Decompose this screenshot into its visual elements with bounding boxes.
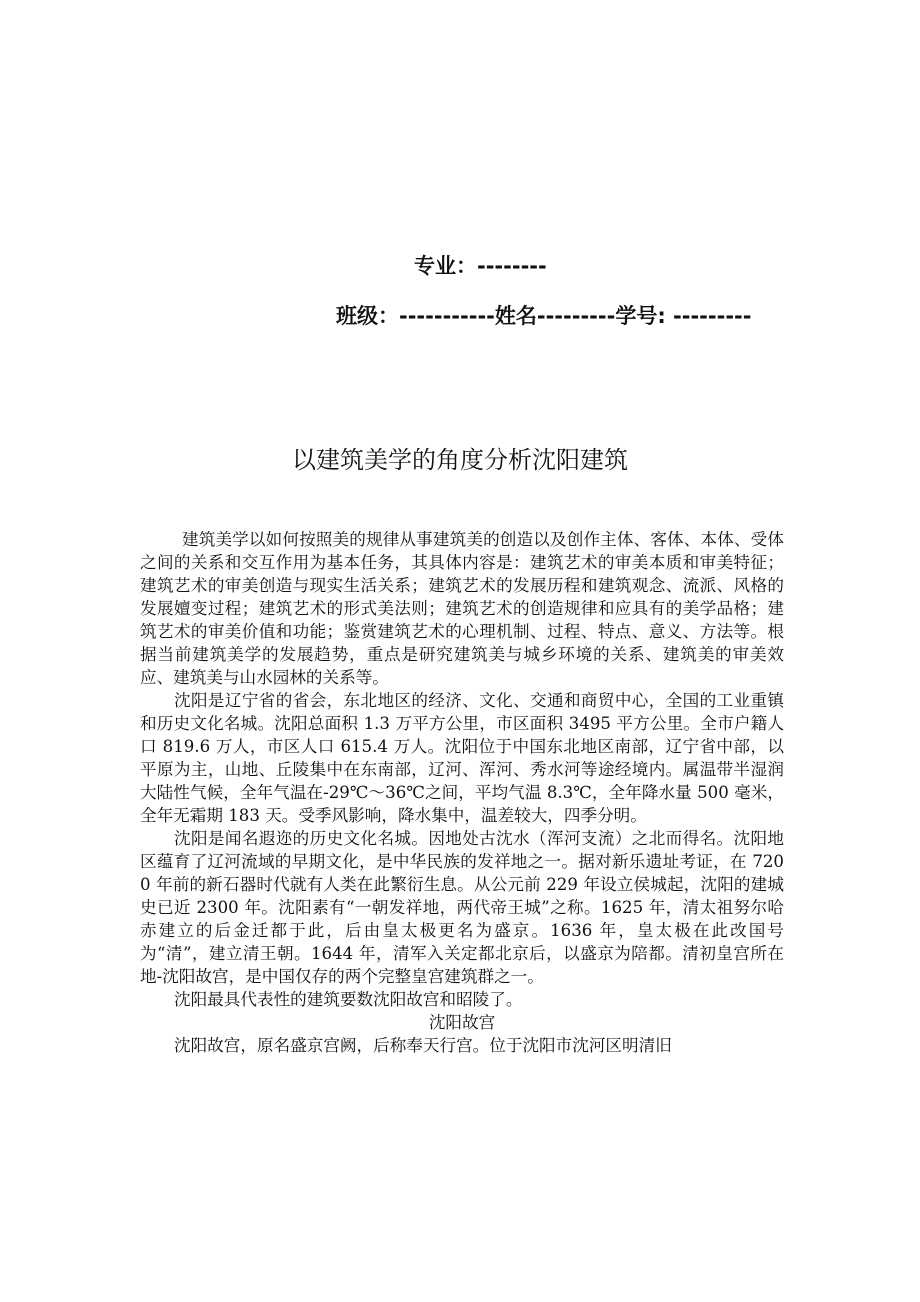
document-title: 以建筑美学的角度分析沈阳建筑 — [292, 446, 628, 474]
paragraph-representative-buildings: 沈阳最具代表性的建筑要数沈阳故宫和昭陵了。 — [174, 990, 523, 1009]
section-heading: 沈阳故宫 — [428, 1013, 496, 1032]
major-line: 专业：-------- — [414, 254, 547, 278]
document-body — [140, 528, 784, 1057]
paragraph-shenyang-history: 沈阳是闻名遐迩的历史文化名城。因地处古沈水（浑河支流）之北而得名。沈阳地区蕴育了辽河流域的早期文化，是中华民族的发祥地之一。据对新乐遗址考证，在 7200 年前的新石器时代就有人类在此繁衍生息。从公元前 229 年设立侯城起，沈阳的建城史已近 2300 年。沈阳素有“一朝发祥地，两代帝王城”之称。1625 年，清太祖努尔哈赤建立的后金迁都于此，后由皇太极更名为盛京。1636 年，皇太极在此改国号为“清”，建立清王朝。1644 年，清军入关定都北京后，以盛京为陪都。清初皇宫所在地-沈阳故宫，是中国仅存的两个完整皇宫建筑群之一。 — [140, 829, 784, 986]
class-name-id-line: 班级：-----------姓名---------学号: --------- — [336, 304, 752, 328]
paragraph-shenyang-overview: 沈阳是辽宁省的省会，东北地区的经济、文化、交通和商贸中心，全国的工业重镇和历史文化名城。沈阳总面积 1.3 万平方公里，市区面积 3495 平方公里。全市户籍人口 819.6 万人，市区人口 615.4 万人。沈阳位于中国东北地区南部，辽宁省中部，以平原为主，山地、丘陵集中在东南部，辽河、浑河、秀水河等途经境内。属温带半湿润大陆性气候，全年气温在-29℃～36℃之间，平均气温 8.3℃，全年降水量 500 毫米，全年无霜期 183 天。受季风影响，降水集中，温差较大，四季分明。 — [140, 691, 784, 825]
paragraph-architectural-aesthetics: 建筑美学以如何按照美的规律从事建筑美的创造以及创作主体、客体、本体、受体之间的关系和交互作用为基本任务，其具体内容是：建筑艺术的审美本质和审美特征；建筑艺术的审美创造与现实生活关系；建筑艺术的发展历程和建筑观念、流派、风格的发展嬗变过程；建筑艺术的形式美法则；建筑艺术的创造规律和应具有的美学品格；建筑艺术的审美价值和功能；鉴赏建筑艺术的心理机制、过程、特点、意义、方法等。根据当前建筑美学的发展趋势，重点是研究建筑美与城乡环境的关系、建筑美的审美效应、建筑美与山水园林的关系等。 — [140, 530, 784, 687]
paragraph-palace-intro: 沈阳故宫，原名盛京宫阙，后称奉天行宫。位于沈阳市沈河区明清旧 — [174, 1036, 672, 1055]
